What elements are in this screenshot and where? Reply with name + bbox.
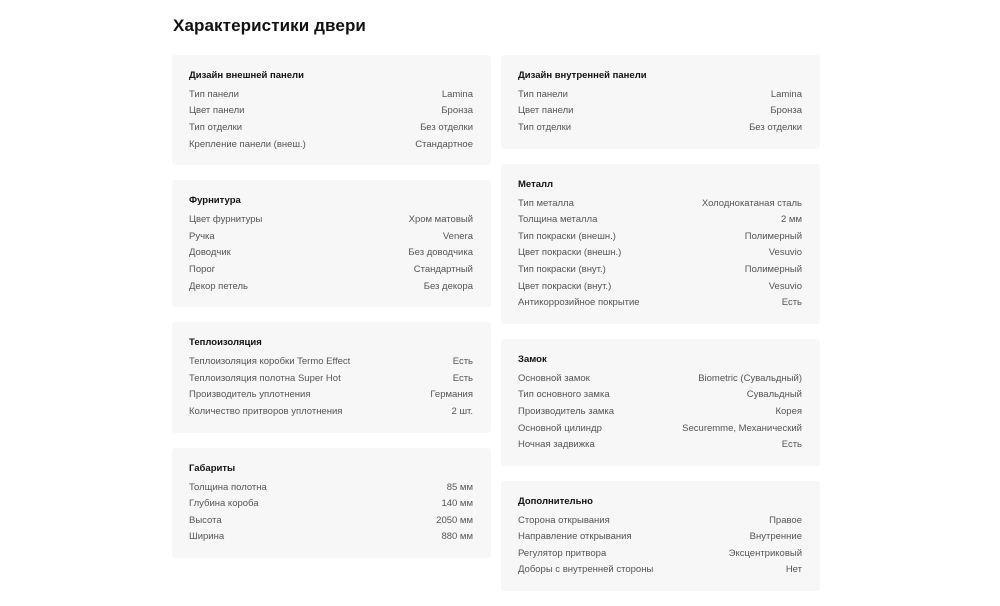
spec-value: Правое [769, 514, 802, 526]
spec-label: Цвет панели [518, 105, 574, 117]
spec-value: Полимерный [744, 230, 802, 242]
spec-value: Германия [430, 389, 473, 401]
spec-row [189, 278, 473, 295]
spec-value: Хром матовый [408, 214, 473, 226]
spec-value: Нет [785, 564, 802, 576]
spec-value: Есть [781, 439, 802, 451]
spec-label: Тип покраски (внешн.) [518, 230, 616, 242]
spec-card-title: Дизайн внутренней панели [518, 70, 647, 81]
spec-row [518, 278, 802, 295]
spec-label: Основной замок [518, 372, 590, 384]
spec-card-title: Фурнитура [189, 195, 241, 207]
spec-value: Сувальдный [746, 389, 802, 401]
spec-row [189, 512, 473, 529]
spec-label: Тип металла [518, 197, 574, 209]
spec-row [189, 245, 473, 262]
spec-label: Теплоизоляция коробки Termo Effect [189, 356, 351, 368]
spec-label: Теплоизоляция полотна Super Hot [189, 372, 341, 384]
page-title: Характеристики двери [173, 16, 366, 35]
spec-label: Ручка [189, 230, 215, 242]
spec-label: Ночная задвижка [518, 439, 595, 451]
spec-row [518, 387, 802, 404]
spec-value: Biometric (Сувальдный) [698, 372, 802, 384]
spec-row [518, 370, 802, 387]
spec-card [172, 180, 491, 307]
spec-label: Тип отделки [189, 121, 243, 133]
spec-row [189, 403, 473, 420]
spec-row [518, 545, 802, 562]
spec-row [518, 436, 802, 453]
spec-value: Эксцентриковый [728, 547, 802, 559]
spec-value: Бронза [770, 105, 802, 117]
spec-label: Тип панели [518, 88, 568, 100]
spec-card [172, 55, 491, 165]
right-spec-column [501, 55, 820, 606]
spec-value: Есть [452, 372, 473, 384]
spec-label: Тип основного замка [518, 389, 610, 401]
spec-label: Доводчик [189, 247, 231, 259]
spec-card-title: Теплоизоляция [189, 337, 262, 349]
spec-value: Стандартное [415, 138, 473, 150]
spec-row [189, 479, 473, 496]
spec-value: Без отделки [749, 121, 802, 133]
spec-row [189, 136, 473, 153]
spec-value: Полимерный [744, 263, 802, 275]
spec-label: Толщина полотна [189, 481, 267, 493]
spec-label: Сторона открывания [518, 514, 610, 526]
spec-row [189, 495, 473, 512]
spec-label: Порог [189, 263, 216, 275]
spec-value: Venera [442, 230, 473, 242]
spec-row [189, 370, 473, 387]
spec-value: Есть [452, 356, 473, 368]
spec-label: Высота [189, 514, 222, 526]
spec-label: Цвет фурнитуры [189, 214, 263, 226]
spec-row [518, 119, 802, 136]
spec-label: Основной цилиндр [518, 422, 602, 434]
spec-label: Производитель замка [518, 405, 615, 417]
spec-label: Цвет покраски (внешн.) [518, 247, 622, 259]
spec-label: Тип панели [189, 88, 239, 100]
spec-row [518, 562, 802, 579]
spec-card [172, 322, 491, 432]
spec-row [518, 228, 802, 245]
spec-label: Антикоррозийное покрытие [518, 297, 640, 309]
spec-label: Доборы с внутренней стороны [518, 564, 654, 576]
spec-card [501, 481, 820, 591]
spec-value: Lamina [441, 88, 473, 100]
spec-row [189, 228, 473, 245]
spec-label: Направление открывания [518, 531, 632, 543]
spec-card [501, 339, 820, 466]
spec-value: Без отделки [420, 121, 473, 133]
spec-label: Глубина короба [189, 498, 259, 510]
spec-label: Крепление панели (внеш.) [189, 138, 306, 150]
spec-row [189, 211, 473, 228]
spec-value: 2050 мм [436, 514, 473, 526]
spec-row [189, 261, 473, 278]
spec-row [189, 103, 473, 120]
spec-row [518, 294, 802, 311]
spec-value: Внутренние [749, 531, 802, 543]
spec-label: Тип отделки [518, 121, 572, 133]
spec-value: Vesuvio [768, 247, 802, 259]
spec-row [518, 103, 802, 120]
spec-row [518, 86, 802, 103]
spec-value: 140 мм [441, 498, 473, 510]
spec-value: Холоднокатаная сталь [701, 197, 802, 209]
left-spec-column [172, 55, 491, 573]
spec-row [518, 245, 802, 262]
spec-row [518, 512, 802, 529]
spec-value: Vesuvio [768, 280, 802, 292]
spec-label: Цвет панели [189, 105, 245, 117]
spec-value: 2 шт. [451, 405, 473, 417]
spec-row [189, 119, 473, 136]
spec-card [172, 448, 491, 558]
spec-card-title: Дизайн внешней панели [189, 70, 304, 81]
spec-value: Корея [775, 405, 802, 417]
spec-label: Производитель уплотнения [189, 389, 311, 401]
spec-label: Ширина [189, 531, 225, 543]
spec-card-title: Замок [518, 353, 547, 365]
spec-value: Бронза [441, 105, 473, 117]
spec-row [518, 211, 802, 228]
spec-value: Есть [781, 297, 802, 309]
spec-row [189, 353, 473, 370]
spec-label: Тип покраски (внут.) [518, 263, 606, 275]
spec-card [501, 164, 820, 324]
spec-row [518, 195, 802, 212]
spec-row [189, 387, 473, 404]
spec-card-title: Металл [518, 178, 554, 190]
spec-value: 85 мм [446, 481, 473, 493]
spec-value: Lamina [770, 88, 802, 100]
spec-card-title: Дополнительно [518, 495, 593, 507]
spec-card-title: Габариты [189, 462, 236, 474]
spec-row [518, 403, 802, 420]
spec-row [189, 86, 473, 103]
spec-label: Декор петель [189, 280, 249, 292]
spec-value: 880 мм [441, 531, 473, 543]
spec-label: Количество притворов уплотнения [189, 405, 343, 417]
spec-value: 2 мм [781, 214, 802, 226]
spec-row [518, 529, 802, 546]
spec-label: Толщина металла [518, 214, 598, 226]
spec-label: Цвет покраски (внут.) [518, 280, 612, 292]
spec-value: Стандартный [413, 263, 473, 275]
spec-label: Регулятор притвора [518, 547, 607, 559]
spec-value: Без декора [423, 280, 473, 292]
spec-row [189, 529, 473, 546]
spec-card [501, 55, 820, 149]
spec-row [518, 420, 802, 437]
spec-row [518, 261, 802, 278]
spec-value: Securemme, Механический [682, 422, 802, 434]
spec-value: Без доводчика [408, 247, 473, 259]
